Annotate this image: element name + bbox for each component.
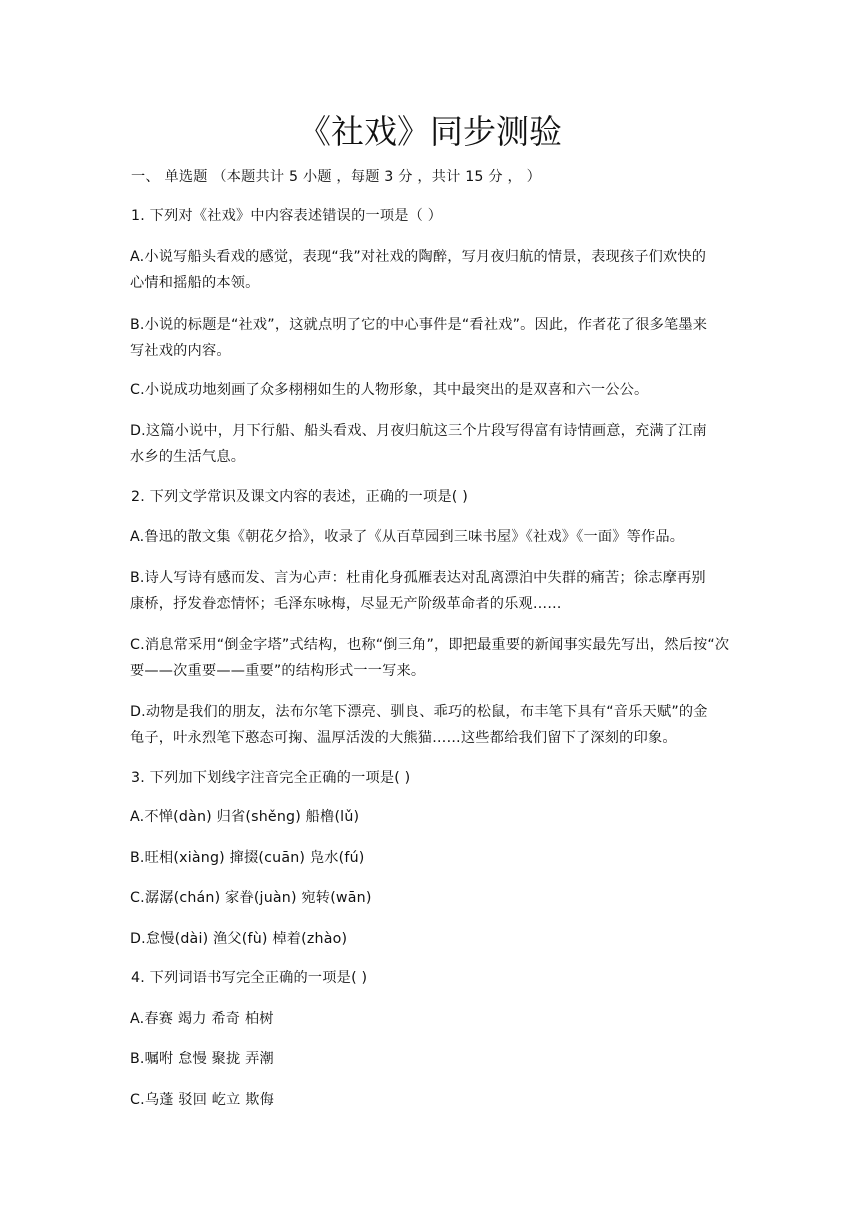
q4-option-b: B.嘱咐 怠慢 聚拢 弄潮 bbox=[130, 1051, 274, 1067]
q3-option-b: B.旺相(xiàng) 撺掇(cuān) 凫水(fú) bbox=[130, 850, 365, 866]
q3-option-a: A.不惮(dàn) 归省(shěng) 船橹(lǔ) bbox=[130, 809, 360, 825]
q1-option-a-line1: A.小说写船头看戏的感觉，表现“我”对社戏的陶醉，写月夜归航的情景，表现孩子们欢快的 bbox=[130, 249, 707, 265]
question-stem-2: 2. 下列文学常识及课文内容的表述，正确的一项是( ) bbox=[131, 489, 468, 505]
q1-option-d-line1: D.这篇小说中，月下行船、船头看戏、月夜归航这三个片段写得富有诗情画意，充满了江南 bbox=[130, 423, 707, 439]
q1-option-d-line2: 水乡的生活气息。 bbox=[130, 449, 246, 465]
q1-option-b-line2: 写社戏的内容。 bbox=[130, 343, 231, 359]
q2-option-c-line2: 要——次重要——重要”的结构形式一一写来。 bbox=[130, 663, 426, 679]
q2-option-a: A.鲁迅的散文集《朝花夕拾》，收录了《从百草园到三味书屋》《社戏》《一面》等作品。 bbox=[130, 529, 685, 545]
q2-option-b-line2: 康桥，抒发眷恋情怀；毛泽东咏梅，尽显无产阶级革命者的乐观…… bbox=[130, 596, 562, 612]
q1-option-c: C.小说成功地刻画了众多栩栩如生的人物形象，其中最突出的是双喜和六一公公。 bbox=[130, 382, 649, 398]
question-stem-3: 3. 下列加下划线字注音完全正确的一项是( ) bbox=[131, 770, 411, 786]
q1-option-b-line1: B.小说的标题是“社戏”，这就点明了它的中心事件是“看社戏”。因此，作者花了很多笔墨来 bbox=[130, 317, 708, 333]
question-stem-1: 1. 下列对《社戏》中内容表述错误的一项是（ ） bbox=[131, 208, 443, 224]
q2-option-d-line1: D.动物是我们的朋友，法布尔笔下漂亮、驯良、乖巧的松鼠，布丰笔下具有“音乐天赋”的金 bbox=[130, 704, 708, 720]
q4-option-c: C.乌蓬 驳回 屹立 欺侮 bbox=[130, 1092, 275, 1108]
question-stem-4: 4. 下列词语书写完全正确的一项是( ) bbox=[131, 970, 368, 986]
q1-option-a-line2: 心情和摇船的本领。 bbox=[130, 275, 260, 291]
section-header: 一、 单选题 （本题共计 5 小题 ，每题 3 分 ，共计 15 分 ， ） bbox=[131, 169, 541, 185]
q2-option-d-line2: 龟子，叶永烈笔下憨态可掬、温厚活泼的大熊猫……这些都给我们留下了深刻的印象。 bbox=[130, 730, 677, 746]
q4-option-a: A.春赛 竭力 希奇 柏树 bbox=[130, 1011, 274, 1027]
q3-option-d: D.怠慢(dài) 渔父(fù) 棹着(zhào) bbox=[130, 931, 348, 947]
document-title: 《社戏》同步测验 bbox=[298, 112, 562, 151]
q2-option-c-line1: C.消息常采用“倒金字塔”式结构，也称“倒三角”，即把最重要的新闻事实最先写出，然后按“次 bbox=[130, 637, 730, 653]
q2-option-b-line1: B.诗人写诗有感而发、言为心声：杜甫化身孤雁表达对乱离漂泊中失群的痛苦；徐志摩再别 bbox=[130, 570, 706, 586]
q3-option-c: C.潺潺(chán) 家眷(juàn) 宛转(wān) bbox=[130, 890, 372, 906]
